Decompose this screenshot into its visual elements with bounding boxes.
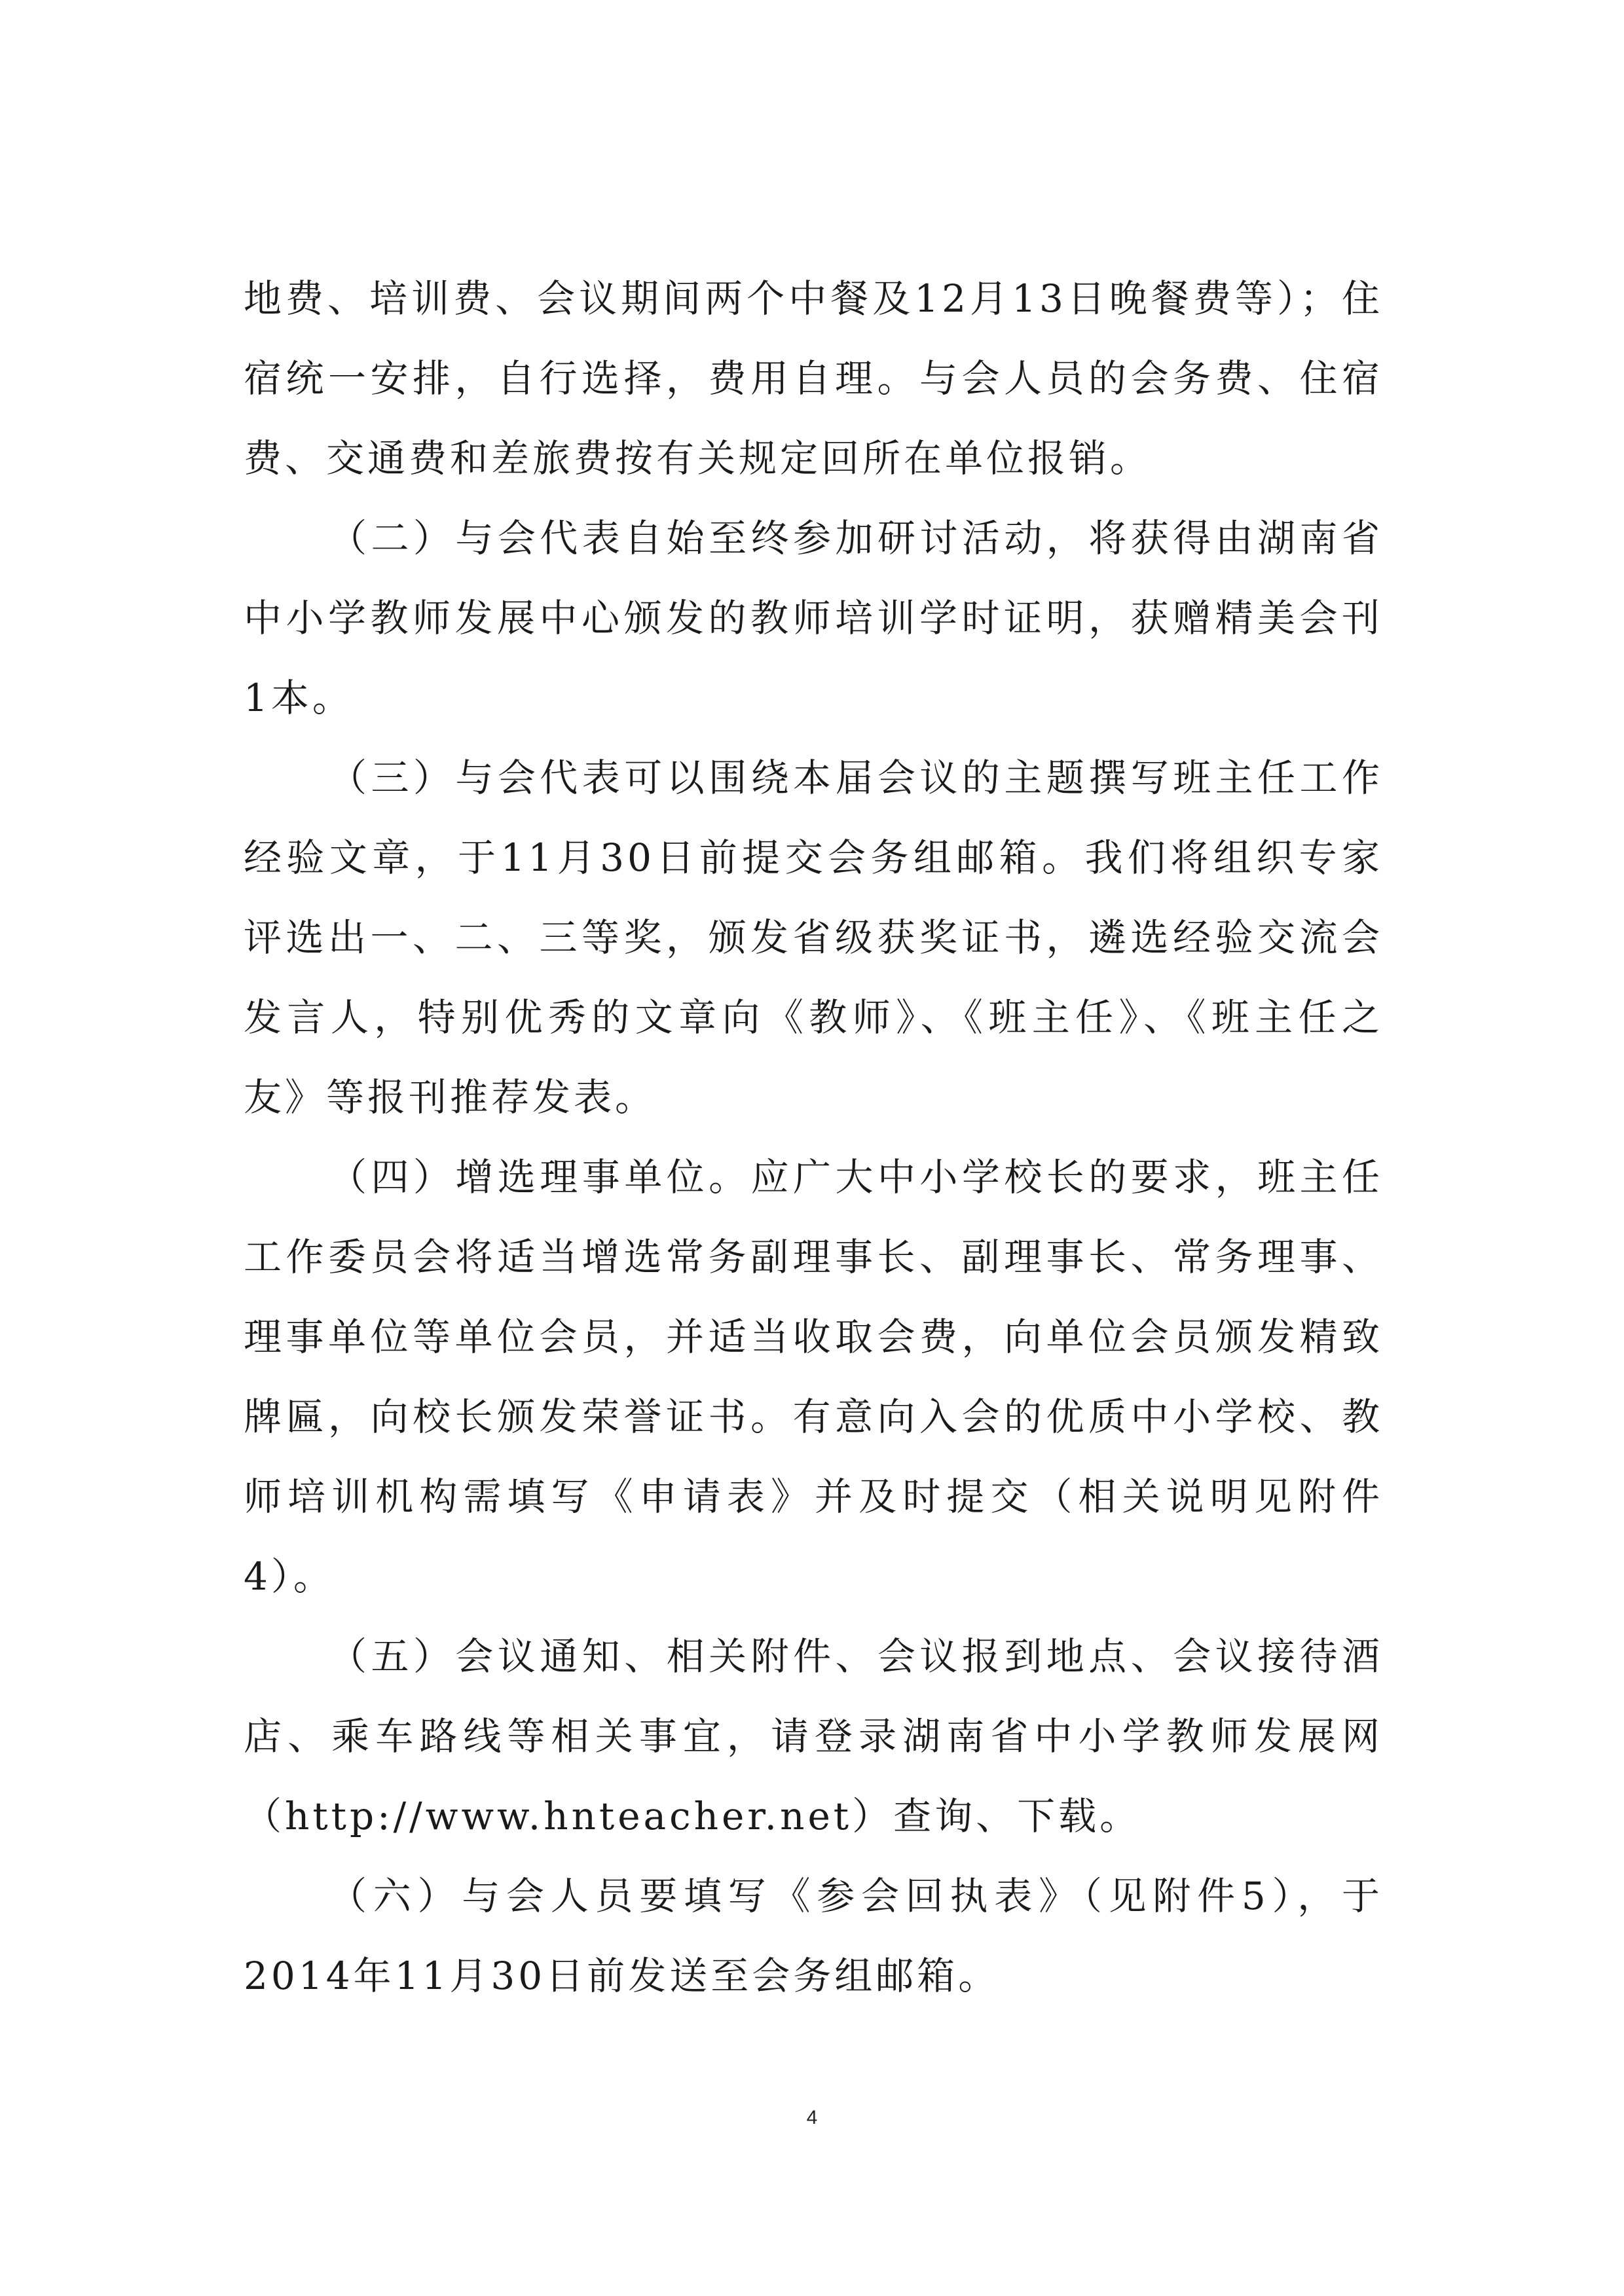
paragraph-item-6: （六）与会人员要填写《参会回执表》（见附件5），于2014年11月30日前发送至会务组邮箱。 xyxy=(244,1874,1383,1998)
body-text xyxy=(244,259,1383,2016)
paragraph-item-5: （五）会议通知、相关附件、会议报到地点、会议接待酒店、乘车路线等相关事宜，请登录湖南省中小学教师发展网（http://www.hnteacher.net）查询、下载。 xyxy=(244,1634,1383,1838)
page-number: 4 xyxy=(806,2107,818,2128)
paragraph-item-3: （三）与会代表可以围绕本届会议的主题撰写班主任工作经验文章，于11月30日前提交会务组邮箱。我们将组织专家评选出一、二、三等奖，颁发省级获奖证书，遴选经验交流会发言人，特别优秀的文章向《教师》、《班主任》、《班主任之友》等报刊推荐发表。 xyxy=(244,756,1383,1120)
paragraph-item-2: （二）与会代表自始至终参加研讨活动，将获得由湖南省中小学教师发展中心颁发的教师培训学时证明，获赠精美会刊1本。 xyxy=(244,516,1383,720)
paragraph-fees-continued: 地费、培训费、会议期间两个中餐及12月13日晚餐费等）；住宿统一安排，自行选择，费用自理。与会人员的会务费、住宿费、交通费和差旅费按有关规定回所在单位报销。 xyxy=(244,276,1383,481)
paragraph-item-4: （四）增选理事单位。应广大中小学校长的要求，班主任工作委员会将适当增选常务副理事长、副理事长、常务理事、理事单位等单位会员，并适当收取会费，向单位会员颁发精致牌匾，向校长颁发荣誉证书。有意向入会的优质中小学校、教师培训机构需填写《申请表》并及时提交（相关说明见附件4）。 xyxy=(244,1155,1383,1599)
